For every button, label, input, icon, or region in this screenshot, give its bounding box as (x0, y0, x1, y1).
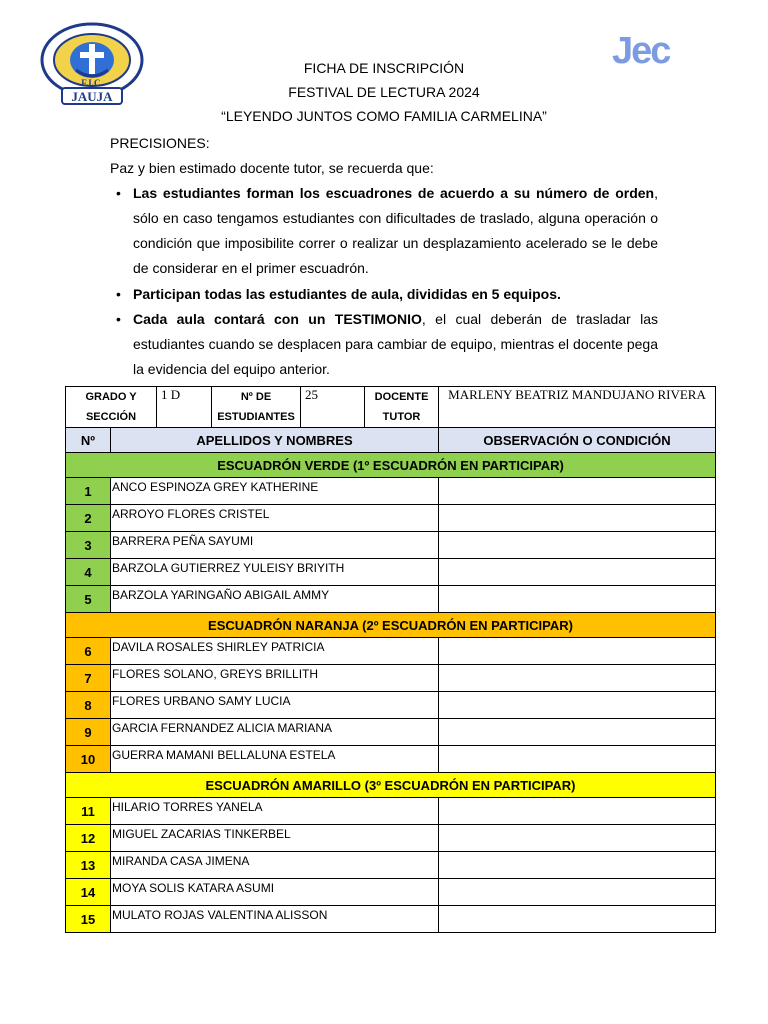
bullet-1 (133, 181, 658, 281)
observation-cell[interactable] (439, 559, 716, 586)
row-number: 1 (66, 478, 111, 505)
group-green (66, 478, 716, 613)
row-number: 5 (66, 586, 111, 613)
table-row (66, 879, 716, 906)
row-number: 9 (66, 719, 111, 746)
table-row (66, 746, 716, 773)
precisiones-heading: PRECISIONES: (110, 135, 210, 151)
student-name[interactable]: FLORES SOLANO, GREYS BRILLITH (111, 665, 439, 692)
form-title: FICHA DE INSCRIPCIÓN (303, 60, 465, 76)
table-row (66, 852, 716, 879)
row-number: 12 (66, 825, 111, 852)
table-row (66, 586, 716, 613)
bullet-icon: • (116, 185, 121, 201)
student-name[interactable]: MIRANDA CASA JIMENA (111, 852, 439, 879)
table-row (66, 505, 716, 532)
row-number: 14 (66, 879, 111, 906)
observation-cell[interactable] (439, 719, 716, 746)
observation-cell[interactable] (439, 906, 716, 933)
observation-cell[interactable] (439, 505, 716, 532)
bullet-3-bold: Cada aula contará con un TESTIMONIO (133, 311, 422, 327)
precisiones-intro: Paz y bien estimado docente tutor, se recuerda que: (110, 160, 434, 176)
row-number: 6 (66, 638, 111, 665)
observation-cell[interactable] (439, 532, 716, 559)
table-row (66, 798, 716, 825)
bullet-icon: • (116, 311, 121, 327)
row-number: 13 (66, 852, 111, 879)
observation-cell[interactable] (439, 692, 716, 719)
col-name-header: APELLIDOS Y NOMBRES (111, 428, 439, 453)
row-number: 4 (66, 559, 111, 586)
docente-value[interactable]: MARLENY BEATRIZ MANDUJANO RIVERA (439, 387, 716, 428)
observation-cell[interactable] (439, 798, 716, 825)
col-num-header: Nº (66, 428, 111, 453)
grado-label: GRADO Y SECCIÓN (66, 387, 157, 428)
num-estudiantes-label: Nº DE ESTUDIANTES (212, 387, 301, 428)
table-row (66, 532, 716, 559)
observation-cell[interactable] (439, 852, 716, 879)
col-obs-header: OBSERVACIÓN O CONDICIÓN (439, 428, 716, 453)
svg-text:JAUJA: JAUJA (71, 89, 113, 104)
student-name[interactable]: ANCO ESPINOZA GREY KATHERINE (111, 478, 439, 505)
bullet-icon: • (116, 286, 121, 302)
observation-cell[interactable] (439, 746, 716, 773)
squadron-yellow-title: ESCUADRÓN AMARILLO (3º ESCUADRÓN EN PARTICIPAR) (66, 773, 716, 798)
table-row (66, 906, 716, 933)
header-row (66, 387, 716, 428)
student-name[interactable]: MIGUEL ZACARIAS TINKERBEL (111, 825, 439, 852)
row-number: 8 (66, 692, 111, 719)
table-row (66, 478, 716, 505)
student-name[interactable]: MOYA SOLIS KATARA ASUMI (111, 879, 439, 906)
bullet-3 (133, 307, 658, 382)
grado-value[interactable]: 1 D (157, 387, 212, 428)
observation-cell[interactable] (439, 665, 716, 692)
student-name[interactable]: GUERRA MAMANI BELLALUNA ESTELA (111, 746, 439, 773)
table-row (66, 719, 716, 746)
squadron-green-title: ESCUADRÓN VERDE (1º ESCUADRÓN EN PARTICIPAR) (66, 453, 716, 478)
num-estudiantes-value[interactable]: 25 (301, 387, 365, 428)
festival-title: FESTIVAL DE LECTURA 2024 (288, 84, 480, 100)
bullet-3-text: , el cual deberán de trasladar las estudiantes cuando se desplacen para cambiar de equipo, mientras el docente pega la evidencia del equipo anterior. (133, 311, 658, 377)
observation-cell[interactable] (439, 638, 716, 665)
student-name[interactable]: BARRERA PEÑA SAYUMI (111, 532, 439, 559)
jec-logo: Jec (612, 30, 670, 72)
student-name[interactable]: HILARIO TORRES YANELA (111, 798, 439, 825)
squadron-green-row (66, 453, 716, 478)
student-name[interactable]: MULATO ROJAS VALENTINA ALISSON (111, 906, 439, 933)
bullet-1-bold: Las estudiantes forman los escuadrones de acuerdo a su número de orden (133, 185, 655, 201)
row-number: 10 (66, 746, 111, 773)
bullet-1-text: , sólo en caso tengamos estudiantes con dificultades de traslado, alguna operación o condición que imposibilite correr o realizar un desplazamiento acelerado se le debe de considerar en el primer escuadrón. (133, 185, 658, 276)
bullet-2-bold: Participan todas las estudiantes de aula, divididas en 5 equipos. (133, 286, 561, 302)
student-name[interactable]: DAVILA ROSALES SHIRLEY PATRICIA (111, 638, 439, 665)
row-number: 3 (66, 532, 111, 559)
bullet-2 (133, 282, 658, 307)
row-number: 11 (66, 798, 111, 825)
observation-cell[interactable] (439, 586, 716, 613)
group-yellow (66, 798, 716, 933)
row-number: 15 (66, 906, 111, 933)
student-name[interactable]: ARROYO FLORES CRISTEL (111, 505, 439, 532)
student-name[interactable]: FLORES URBANO SAMY LUCIA (111, 692, 439, 719)
squadron-orange-row (66, 613, 716, 638)
table-row (66, 559, 716, 586)
group-orange (66, 638, 716, 773)
table-row (66, 638, 716, 665)
row-number: 2 (66, 505, 111, 532)
table-row (66, 692, 716, 719)
table-row (66, 825, 716, 852)
docente-label: DOCENTE TUTOR (365, 387, 439, 428)
table-row (66, 665, 716, 692)
student-name[interactable]: BARZOLA GUTIERREZ YULEISY BRIYITH (111, 559, 439, 586)
squadron-orange-title: ESCUADRÓN NARANJA (2º ESCUADRÓN EN PARTICIPAR) (66, 613, 716, 638)
student-name[interactable]: BARZOLA YARINGAÑO ABIGAIL AMMY (111, 586, 439, 613)
observation-cell[interactable] (439, 478, 716, 505)
column-header-row (66, 428, 716, 453)
festival-slogan: “LEYENDO JUNTOS COMO FAMILIA CARMELINA” (221, 108, 547, 124)
squadron-yellow-row (66, 773, 716, 798)
student-name[interactable]: GARCIA FERNANDEZ ALICIA MARIANA (111, 719, 439, 746)
svg-text:F.I.C.: F.I.C. (81, 78, 103, 88)
observation-cell[interactable] (439, 825, 716, 852)
row-number: 7 (66, 665, 111, 692)
registration-table (65, 386, 716, 933)
observation-cell[interactable] (439, 879, 716, 906)
